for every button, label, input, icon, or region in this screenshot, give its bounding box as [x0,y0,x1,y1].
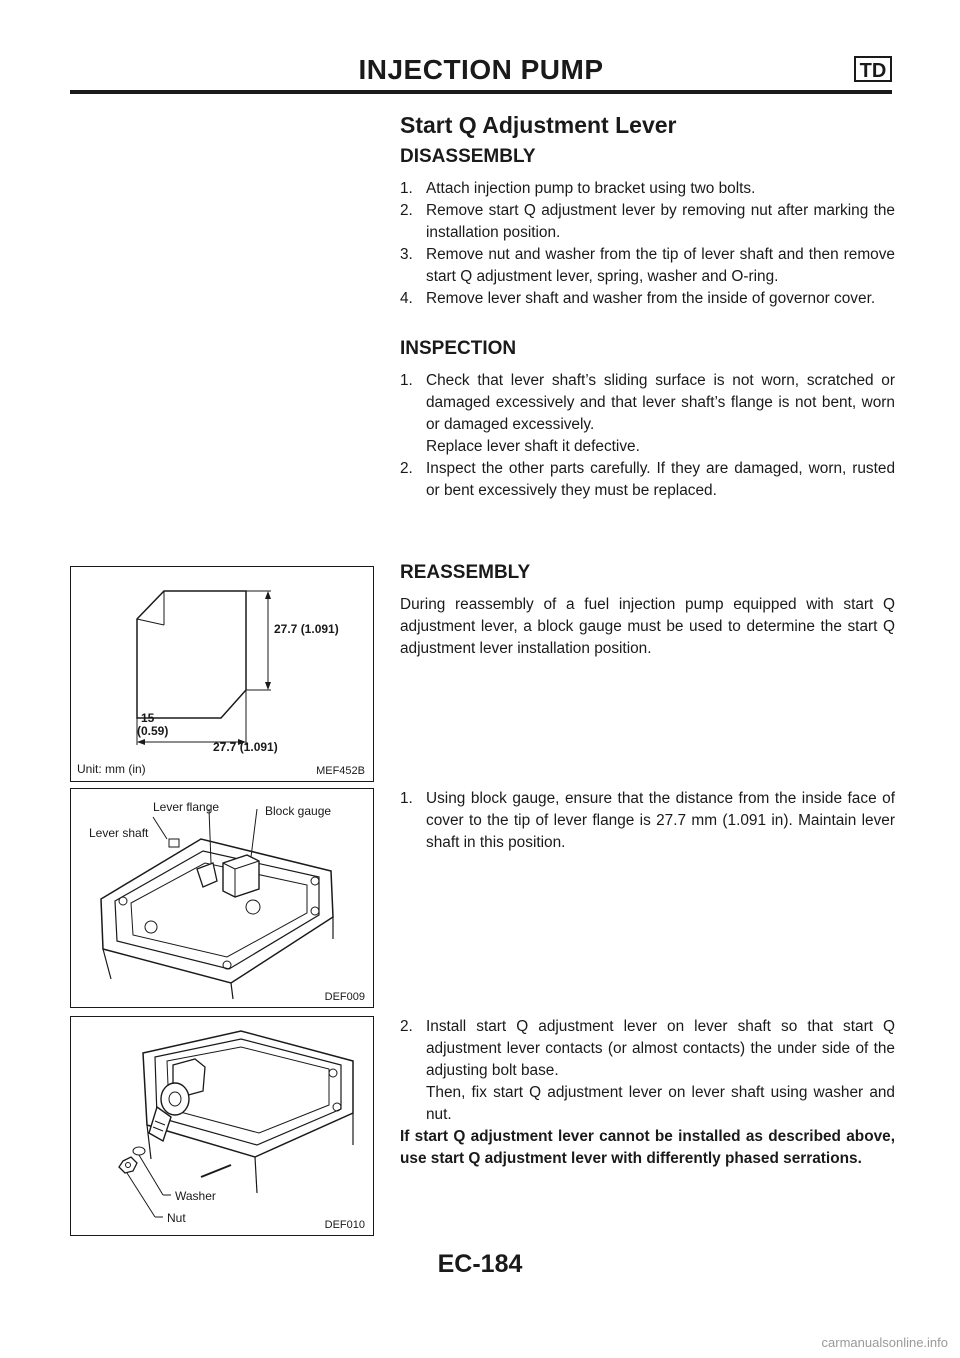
step-number: 1. [400,180,413,197]
step-number: 3. [400,246,413,263]
inspection-section [400,338,895,502]
step-text: Install start Q adjustment lever on lever shaft so that start Q adjustment lever contacts (or almost contacts) the under side of the adjusting bolt base. [426,1018,895,1079]
reassembly-section [400,562,895,660]
step-text: Attach injection pump to bracket using two bolts. [426,180,756,197]
disassembly-heading: DISASSEMBLY [400,146,536,167]
disassembly-step [400,200,895,244]
step-text: Remove start Q adjustment lever by removing nut after marking the installation position. [426,202,895,241]
inspection-heading: INSPECTION [400,338,517,359]
block-gauge-label: Block gauge [265,804,332,818]
reassembly-heading: REASSEMBLY [400,562,531,583]
block-gauge-drawing [71,567,372,780]
reassembly-intro: During reassembly of a fuel injection pump equipped with start Q adjustment lever, a block gauge must be used to determine the start Q adjustment lever installation position. [400,596,895,657]
figure-lever-installation [70,1016,374,1236]
section-title: Start Q Adjustment Lever [400,112,677,138]
lever-installation-drawing [71,1017,372,1234]
watermark: carmanualsonline.info [821,1335,948,1350]
step-number: 4. [400,290,413,307]
engine-badge: TD [854,56,892,82]
dim-height-label: 27.7 (1.091) [274,622,339,636]
reassembly-step-1 [400,788,895,854]
inspection-step [400,370,895,458]
figure-id: MEF452B [316,765,365,777]
header-title: INJECTION PUMP [358,54,604,85]
reassembly-note: If start Q adjustment lever cannot be installed as described above, use start Q adjustment lever with differently phased serrations. [400,1128,895,1167]
figure-id: DEF010 [324,1219,365,1231]
dim-chamfer-label: 15 [141,711,155,725]
header-divider [70,90,892,94]
step-extra: Then, fix start Q adjustment lever on lever shaft using washer and nut. [426,1084,895,1123]
step-text: Using block gauge, ensure that the distance from the inside face of cover to the tip of lever flange is 27.7 mm (1.091 in). Maintain lever shaft in this position. [426,790,895,851]
step-number: 2. [400,202,413,219]
figure-block-gauge-installed [70,788,374,1008]
step-number: 1. [400,790,413,807]
step-extra: Replace lever shaft it defective. [426,438,640,455]
disassembly-step [400,178,895,200]
lever-shaft-label: Lever shaft [89,826,149,840]
step-number: 1. [400,372,413,389]
unit-label: Unit: mm (in) [77,762,146,776]
step-text: Remove lever shaft and washer from the inside of governor cover. [426,290,876,307]
page-number: EC-184 [437,1250,523,1278]
dim-chamfer-inch-label: (0.59) [137,724,169,738]
dim-width-label: 27.7 (1.091) [213,740,278,754]
step-number: 2. [400,1018,413,1035]
governor-cover-drawing [71,789,372,1006]
disassembly-step [400,244,895,288]
nut-label: Nut [167,1211,186,1225]
washer-label: Washer [175,1189,216,1203]
disassembly-section [400,146,895,310]
figure-id: DEF009 [324,991,365,1003]
step-text: Inspect the other parts carefully. If they are damaged, worn, rusted or bent excessively they must be replaced. [426,460,895,499]
step-number: 2. [400,460,413,477]
disassembly-step [400,288,895,310]
step-text: Remove nut and washer from the tip of lever shaft and then remove start Q adjustment lever, spring, washer and O-ring. [426,246,895,285]
lever-flange-label: Lever flange [153,800,220,814]
reassembly-step-2 [400,1016,895,1170]
figure-block-gauge-dimensions [70,566,374,782]
inspection-step [400,458,895,502]
step-text: Check that lever shaft’s sliding surface is not worn, scratched or damaged excessively and that lever shaft’s flange is not bent, worn or damaged excessively. [426,372,895,433]
page-header [70,52,892,88]
